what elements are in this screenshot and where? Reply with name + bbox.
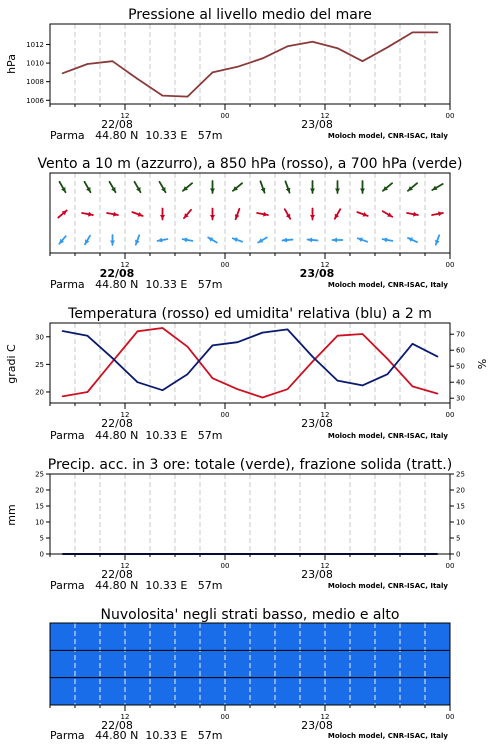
precip-location: Parma 44.80 N 10.33 E 57m (50, 579, 223, 592)
wind-arrowhead-850hPa (310, 215, 315, 220)
panel-precipitation (5, 457, 465, 592)
precip-hour-label: 00 (220, 562, 230, 570)
pressure-line-point (262, 58, 264, 60)
humidity-line-point (137, 381, 139, 383)
temperature-credit: Moloch model, CNR-ISAC, Italy (327, 432, 448, 440)
temperature-line-point (437, 393, 439, 395)
temperature-line-point (237, 388, 239, 390)
wind-credit: Moloch model, CNR-ISAC, Italy (327, 281, 448, 289)
temperature-line-point (312, 361, 314, 363)
humidity-line-point (62, 330, 64, 332)
wind-date-label: 23/08 (299, 267, 335, 280)
temperature-ytick-label: 20 (35, 388, 44, 397)
precip-title: Precip. acc. in 3 ore: totale (verde), frazione solida (tratt.) (47, 457, 453, 473)
precip-plot-area (35, 471, 465, 559)
temperature-plot-area (35, 323, 465, 403)
precip-ytick-label-right: 25 (456, 470, 465, 479)
precip-ytick-label-right: 5 (456, 534, 461, 543)
humidity-line-point (112, 357, 114, 359)
pressure-hour-label: 00 (220, 112, 230, 120)
humidity-line-point (187, 373, 189, 375)
precip-ytick-label-right: 20 (456, 486, 465, 495)
temperature-ytick-label: 30 (35, 333, 44, 342)
temperature-date-label: 23/08 (301, 417, 333, 430)
pressure-line-point (137, 78, 139, 80)
precip-hour-label: 12 (320, 562, 330, 570)
pressure-line-point (412, 32, 414, 34)
wind-hour-label: 12 (320, 261, 330, 269)
temperature-ylabel: gradi C (5, 344, 18, 384)
temperature-time-axis (50, 403, 454, 430)
panel-clouds (50, 607, 454, 742)
humidity-line-point (262, 332, 264, 334)
temperature-line-point (62, 396, 64, 398)
humidity-ytick-label-right: 40 (456, 378, 465, 387)
pressure-ytick-label: 1012 (26, 40, 44, 49)
precip-ylabel: mm (5, 504, 18, 526)
wind-arrowhead-700hPa (335, 189, 340, 194)
pressure-line-point (187, 96, 189, 98)
wind-location: Parma 44.80 N 10.33 E 57m (50, 278, 223, 291)
temperature-line-point (137, 330, 139, 332)
wind-arrowhead-10m (110, 241, 115, 246)
pressure-ytick-label: 1006 (26, 96, 44, 105)
wind-hour-label: 12 (120, 261, 130, 269)
precip-ytick-label: 0 (39, 550, 44, 559)
pressure-line-point (387, 46, 389, 48)
humidity-ylabel: % (476, 358, 489, 370)
temperature-hour-label: 12 (120, 411, 130, 419)
temperature-line-point (112, 361, 114, 363)
humidity-line-point (162, 389, 164, 391)
wind-arrowhead-10m (283, 238, 288, 243)
pressure-plot-area (26, 24, 450, 105)
humidity-line-point (312, 356, 314, 358)
temperature-line-point (412, 386, 414, 388)
temperature-ytick-label: 25 (35, 360, 44, 369)
pressure-line-point (362, 60, 364, 62)
temperature-line-point (187, 346, 189, 348)
wind-arrowhead-850hPa (160, 215, 165, 220)
humidity-line-point (87, 335, 89, 337)
pressure-credit: Moloch model, CNR-ISAC, Italy (327, 132, 448, 140)
humidity-line-point (287, 329, 289, 331)
clouds-time-axis (50, 705, 454, 732)
pressure-ytick-label: 1010 (26, 59, 44, 68)
temperature-location: Parma 44.80 N 10.33 E 57m (50, 429, 223, 442)
wind-arrowhead-850hPa (210, 215, 215, 220)
clouds-location: Parma 44.80 N 10.33 E 57m (50, 729, 223, 742)
pressure-line-point (87, 63, 89, 65)
wind-hour-label: 00 (220, 261, 230, 269)
pressure-line-point (237, 66, 239, 68)
temperature-line-point (387, 358, 389, 360)
pressure-line-point (437, 32, 439, 34)
wind-arrowhead-700hPa (360, 189, 365, 194)
humidity-ytick-label-right: 30 (456, 394, 465, 403)
pressure-title: Pressione al livello medio del mare (128, 7, 372, 23)
pressure-line-point (112, 60, 114, 62)
precip-ytick-label-right: 0 (456, 550, 461, 559)
clouds-date-label: 23/08 (301, 719, 333, 732)
clouds-hour-label: 00 (445, 713, 455, 721)
precip-ytick-label: 25 (35, 470, 44, 479)
precip-ytick-label-right: 10 (456, 518, 465, 527)
precip-ytick-label: 10 (35, 518, 44, 527)
humidity-line-point (212, 345, 214, 347)
clouds-plot-area (50, 623, 450, 705)
pressure-location: Parma 44.80 N 10.33 E 57m (50, 129, 223, 142)
precip-ytick-label: 20 (35, 486, 44, 495)
clouds-title: Nuvolosita' negli strati basso, medio e alto (100, 607, 400, 623)
wind-arrowhead-700hPa (210, 189, 215, 194)
humidity-ytick-label-right: 70 (456, 330, 465, 339)
precip-hour-label: 00 (445, 562, 455, 570)
wind-plot-area (50, 173, 450, 253)
pressure-hour-label: 12 (120, 112, 130, 120)
temperature-line-point (262, 397, 264, 399)
wind-arrowhead-700hPa (310, 189, 315, 194)
pressure-line-point (212, 72, 214, 74)
pressure-line-point (287, 46, 289, 48)
pressure-date-label: 22/08 (101, 118, 133, 131)
wind-arrowhead-10m (308, 237, 313, 242)
humidity-ytick-label-right: 60 (456, 346, 465, 355)
pressure-hour-label: 00 (445, 112, 455, 120)
humidity-line-point (437, 356, 439, 358)
clouds-hour-label: 12 (120, 713, 130, 721)
humidity-line-point (412, 343, 414, 345)
wind-arrowhead-10m (333, 238, 338, 243)
precip-credit: Moloch model, CNR-ISAC, Italy (327, 582, 448, 590)
pressure-time-axis (50, 104, 454, 131)
clouds-date-label: 22/08 (101, 719, 133, 732)
temperature-line-point (287, 388, 289, 390)
pressure-line-point (162, 95, 164, 97)
panel-wind (37, 156, 462, 291)
wind-hour-label: 00 (445, 261, 455, 269)
pressure-ylabel: hPa (5, 54, 18, 74)
clouds-credit: Moloch model, CNR-ISAC, Italy (327, 732, 448, 740)
temperature-line-point (87, 391, 89, 393)
temperature-hour-label: 00 (445, 411, 455, 419)
precip-ytick-label: 5 (39, 534, 44, 543)
pressure-date-label: 23/08 (301, 118, 333, 131)
temperature-line-point (162, 327, 164, 329)
temperature-hour-label: 00 (220, 411, 230, 419)
precip-date-label: 23/08 (301, 568, 333, 581)
temperature-line-point (362, 333, 364, 335)
pressure-ytick-label: 1008 (26, 78, 44, 87)
pressure-hour-label: 12 (320, 112, 330, 120)
precip-time-axis (50, 554, 454, 581)
pressure-line-point (62, 73, 64, 75)
temperature-line-point (212, 377, 214, 379)
temperature-hour-label: 12 (320, 411, 330, 419)
pressure-line-point (337, 47, 339, 49)
wind-title: Vento a 10 m (azzurro), a 850 hPa (rosso), a 700 hPa (verde) (37, 156, 463, 172)
humidity-line-point (387, 373, 389, 375)
precip-ytick-label: 15 (35, 502, 44, 511)
clouds-hour-label: 00 (220, 713, 230, 721)
humidity-ytick-label-right: 50 (456, 362, 465, 371)
pressure-line-point (312, 41, 314, 43)
wind-time-axis (50, 253, 454, 280)
humidity-line-point (237, 341, 239, 343)
temperature-line-point (337, 335, 339, 337)
temperature-date-label: 22/08 (101, 417, 133, 430)
precip-hour-label: 12 (120, 562, 130, 570)
clouds-hour-label: 12 (320, 713, 330, 721)
wind-date-label: 22/08 (99, 267, 135, 280)
humidity-line-point (337, 380, 339, 382)
panel-temperature (5, 306, 489, 442)
panel-pressure (5, 7, 454, 142)
temperature-title: Temperatura (rosso) ed umidita' relativa (blu) a 2 m (68, 306, 432, 322)
precip-ytick-label-right: 15 (456, 502, 465, 511)
humidity-line-point (362, 385, 364, 387)
precip-date-label: 22/08 (101, 568, 133, 581)
